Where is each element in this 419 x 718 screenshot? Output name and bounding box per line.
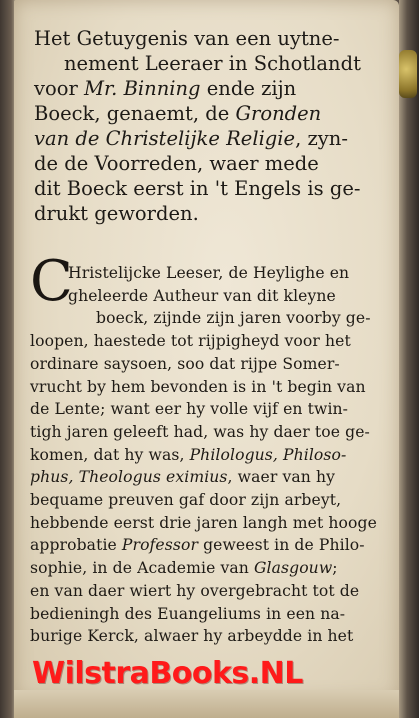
heading-italic-text: van de Christelijke Religie [34, 127, 296, 150]
heading-line [34, 126, 374, 151]
heading-line: drukt geworden. [34, 202, 199, 225]
text-line: gheleerde Autheur van dit kleyne [68, 286, 336, 305]
text-run: ; [332, 559, 338, 578]
text-run: komen, dat hy was, [30, 445, 190, 464]
text-line [30, 534, 380, 557]
text-run: , waer van hy [227, 468, 336, 487]
heading-italic-text: Mr. Binning [84, 77, 201, 100]
heading-text: ende zijn [200, 77, 297, 100]
text-line [30, 466, 380, 489]
watermark-logo: WilstraBooks.NL [32, 656, 303, 691]
text-line: boeck, zijnde zijn jaren voorby ge- [96, 309, 371, 328]
text-run: geweest in de Philo- [198, 536, 365, 555]
heading-line: dit Boeck eerst in 't Engels is ge- [34, 177, 361, 200]
brass-clasp [399, 50, 417, 98]
page-bottom-edge [14, 690, 399, 718]
text-line: ordinare saysoen, soo dat rijpe Somer- [30, 354, 340, 373]
heading-line [34, 101, 374, 126]
heading-line: nement Leeraer in Schotlandt [64, 52, 361, 75]
italic-text-run: Philologus, Philoso- [189, 445, 347, 464]
text-line: tigh jaren geleeft had, was hy daer toe ge- [30, 422, 370, 441]
text-line: Hristelijcke Leeser, de Heylighe en [68, 264, 350, 282]
chapter-heading [34, 26, 374, 226]
text-line: loopen, haestede tot rijpigheyd voor het [30, 332, 351, 351]
italic-text-run: Glasgouw [253, 559, 333, 578]
text-line: hebbende eerst drie jaren langh met hooge [30, 513, 377, 532]
text-line [30, 557, 380, 580]
heading-italic-text: Gronden [235, 102, 322, 125]
heading-line: Het Getuygenis van een uytne- [34, 27, 340, 50]
heading-line [34, 76, 374, 101]
heading-text: voor [34, 77, 85, 100]
italic-text-run: phus, Theologus eximius [30, 468, 228, 487]
heading-text: , zyn- [295, 127, 348, 150]
text-line: burige Kerck, alwaer hy arbeydde in het [30, 627, 354, 646]
text-line: vrucht by hem bevonden is in 't begin van [30, 377, 366, 396]
drop-cap: C [30, 249, 73, 314]
italic-text-run: Professor [121, 536, 199, 555]
heading-line: de de Voorreden, waer mede [34, 152, 319, 175]
text-run: sophie, in de Academie van [30, 559, 254, 578]
heading-text: Boeck, genaemt, de [34, 102, 236, 125]
text-line [30, 444, 380, 467]
text-line: en van daer wiert hy overgebracht tot de [30, 581, 360, 600]
text-run: approbatie [30, 536, 122, 555]
text-line: bequame preuven gaf door zijn arbeyt, [30, 491, 342, 510]
text-line: bedieningh des Euangeliums in een na- [30, 604, 346, 623]
body-paragraph [30, 262, 380, 648]
text-line: de Lente; want eer hy volle vijf en twin- [30, 400, 349, 419]
book-cover-right-edge [399, 0, 419, 718]
